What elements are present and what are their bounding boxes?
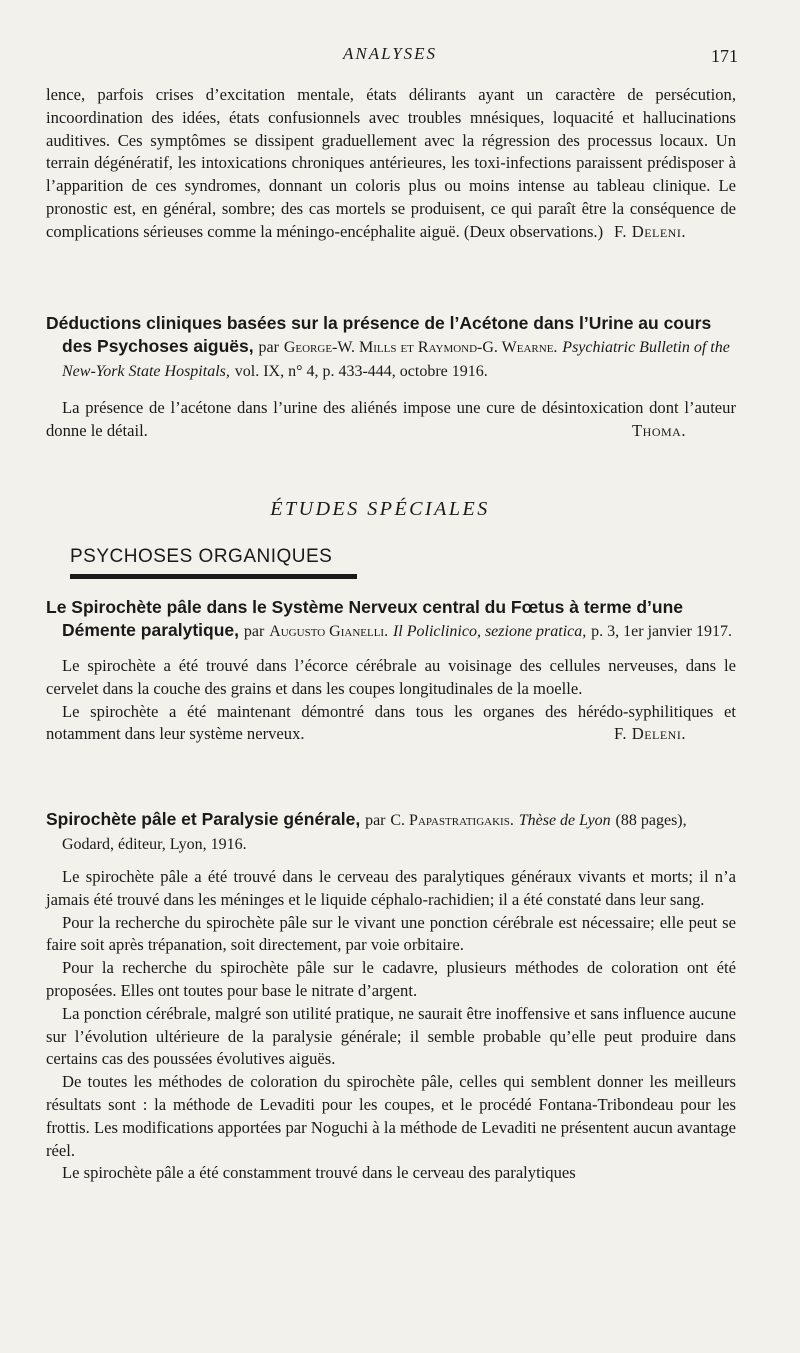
running-head — [0, 44, 800, 68]
article-title — [46, 596, 736, 643]
intro-text: lence, parfois crises d’excitation mentale, états délirants ayant un caractère de persécution, incoordination des idées, états confusionnels avec troubles mnésiques, loquacité et hallucinations auditives. Ces symptômes se dissipent graduellement avec la régression des processus locaux. Un terrain dégénératif, les intoxications chroniques antérieures, les toxi-infections paraissent prédisposer à l’apparition de ces syndromes, donnant un coloris plus ou moins intense au tableau clinique. Le pronostic est, en général, sombre; des cas mortels se produisent, ce qui paraît être la conséquence de complications sérieuses comme la méningo-encéphalite aiguë. (Deux observations.) — [46, 85, 736, 241]
page-number: 171 — [711, 46, 738, 66]
article-by: par — [243, 623, 265, 640]
article-title — [46, 312, 736, 383]
article-by: par — [258, 339, 279, 356]
article-authors: Augusto Gianelli. — [269, 623, 389, 640]
article-journal: Psychiatric Bulletin of the New-York State Hospitals, — [62, 339, 730, 380]
article-acetone — [46, 312, 736, 443]
article-paragraph: Le spirochète pâle a été trouvé dans le cerveau des paralytiques généraux vivants et morts; il n’a jamais été trouvé dans les méninges et le liquide céphalo-rachidien; il a été constaté dans leur sang. — [46, 867, 736, 909]
article-paragraph — [46, 701, 736, 747]
signature: F. Deleni. — [614, 724, 686, 744]
article-title — [46, 808, 736, 856]
article-body-text: La présence de l’acétone dans l’urine des aliénés impose une cure de désintoxication dont l’auteur donne le détail. — [46, 398, 736, 440]
article-authors: C. Papastratigakis. — [390, 812, 514, 829]
article-journal: Il Policlinico, sezione pratica, — [392, 623, 587, 640]
article-paragraph: Le spirochète a été trouvé dans l’écorce cérébrale au voisinage des cellules nerveuses, dans le cervelet dans la couche des grains et dans les coupes longitudinales de la moelle. — [46, 656, 736, 698]
signature: F. Deleni. — [614, 221, 686, 241]
article-title-text: Spirochète pâle et Paralysie générale, — [46, 809, 361, 829]
article-paralysie — [46, 808, 736, 1185]
article-title-text: Le Spirochète pâle dans le Système Nerveux central du Fœtus à terme d’une Démente paralytique, — [46, 597, 684, 640]
intro-block — [46, 84, 736, 244]
article-paragraph: Le spirochète pâle a été constamment trouvé dans le cerveau des paralytiques — [62, 1163, 576, 1183]
section-title: ÉTUDES SPÉCIALES — [270, 498, 490, 520]
article-details: (88 pages), Godard, éditeur, Lyon, 1916. — [62, 812, 687, 853]
subsection-rule — [70, 574, 357, 579]
article-foetus — [46, 596, 736, 746]
signature: Thoma. — [632, 420, 686, 440]
article-paragraph: De toutes les méthodes de coloration du spirochète pâle, celles qui semblent donner les meilleurs résultats sont : la méthode de Levaditi pour les coupes, et le procédé Fontana-Tribondeau pour les frottis. Les modifications apportées par Noguchi à la méthode de Levaditi ne présentent aucun avantage réel. — [46, 1072, 736, 1160]
article-authors: George-W. Mills et Raymond-G. Wearne. — [283, 339, 558, 356]
article-paragraph: Pour la recherche du spirochète pâle sur le vivant une ponction cérébrale est nécessaire; elle peut se faire soit après trépanation, soit directement, par voie orbitaire. — [46, 912, 736, 955]
intro-paragraph — [46, 84, 736, 244]
article-by: par — [365, 812, 386, 829]
article-paragraph: Pour la recherche du spirochète pâle sur le cadavre, plusieurs méthodes de coloration ont été proposées. Elles ont toutes pour base le nitrate d’argent. — [46, 958, 736, 1000]
article-journal: Thèse de Lyon — [518, 812, 611, 829]
article-paragraph: La ponction cérébrale, malgré son utilité pratique, ne saurait être inoffensive et sans influence aucune sur l’évolution ultérieure de la paralysie générale; il semble probable qu’elle peut produire dans certains cas des poussées évolutives aiguës. — [46, 1003, 736, 1069]
article-details: vol. IX, n° 4, p. 433-444, octobre 1916. — [234, 363, 488, 380]
running-title: ANALYSES — [342, 44, 438, 63]
subsection-title: PSYCHOSES ORGANIQUES — [70, 546, 333, 567]
article-body — [46, 397, 736, 443]
article-details: p. 3, 1er janvier 1917. — [591, 623, 732, 640]
article-paragraph-text: Le spirochète a été maintenant démontré dans tous les organes des hérédo-syphilitiques et notamment dans leur système nerveux. — [46, 701, 736, 744]
article-title-text: Déductions cliniques basées sur la présence de l’Acétone dans l’Urine au cours des Psychoses aiguës, — [46, 313, 712, 356]
